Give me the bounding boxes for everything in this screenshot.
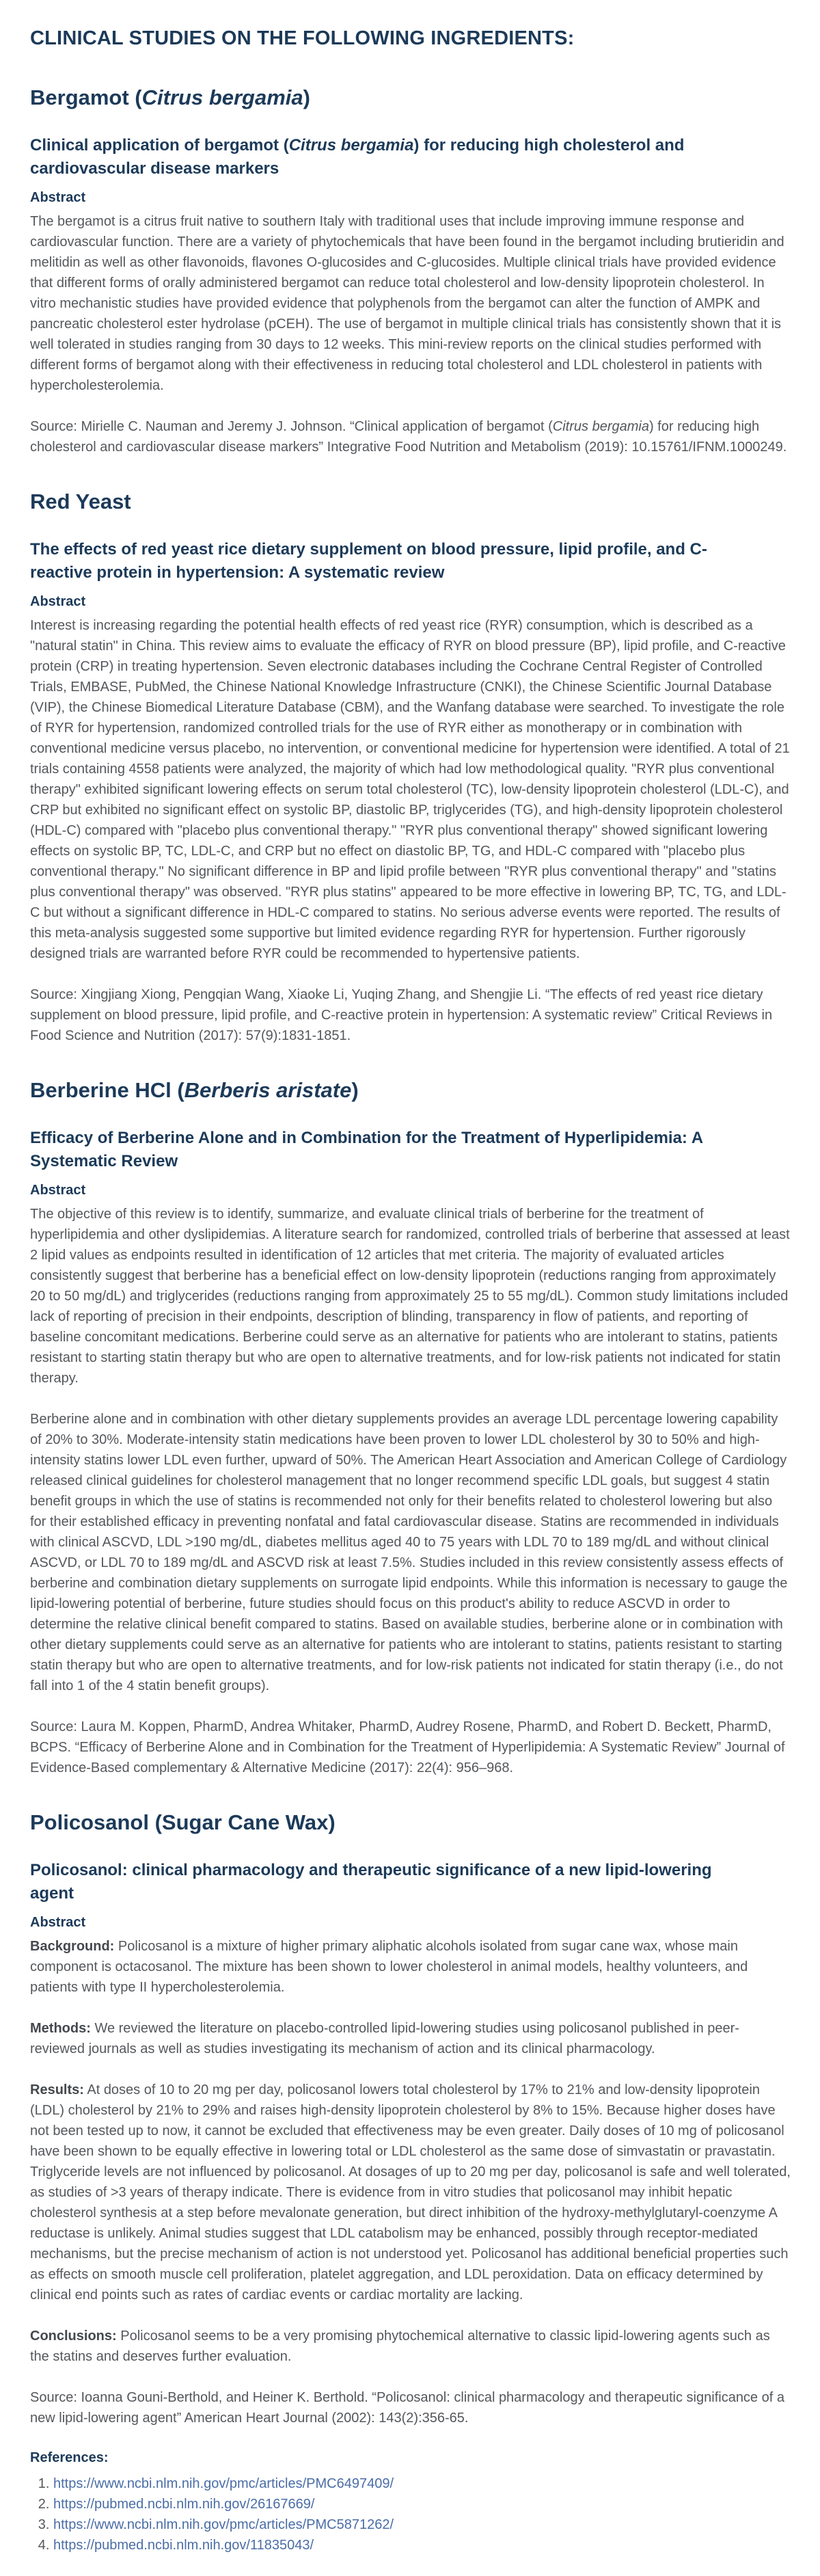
reference-item-4 xyxy=(53,2535,791,2555)
reference-item-3 xyxy=(53,2514,791,2535)
bergamot-abstract-paragraph: The bergamot is a citrus fruit native to southern Italy with traditional uses that include improving immune response and cardiovascular function. There are a variety of phytochemicals that have been found in the bergamot including brutieridin and melitidin as well as other flavonoids, flavones O-glucosides and C-glucosides. Multiple clinical trials have provided evidence that different forms of orally administered bergamot can reduce total cholesterol and low-density lipoprotein cholesterol. In vitro mechanistic studies have provided evidence that polyphenols from the bergamot can alter the function of AMPK and pancreatic cholesterol ester hydrolase (pCEH). The use of bergamot in multiple clinical trials has consistently shown that it is well tolerated in studies ranging from 30 days to 12 weeks. This mini-review reports on the clinical studies performed with different forms of bergamot along with their effectiveness in reducing total cholesterol and LDL cholesterol in patients with hypercholesterolemia. xyxy=(30,214,784,393)
berberine-abstract-paragraph-2: Berberine alone and in combination with other dietary supplements provides an average LDL percentage lowering capability of 20% to 30%. Moderate-intensity statin medications have been proven to lower LDL cholesterol by 30 to 50% and high-intensity statins lower LDL even further, upward of 50%. The American Heart Association and American College of Cardiology released clinical guidelines for cholesterol management that no longer recommend specific LDL goals, but suggest 4 statin benefit groups in which the use of statins is recommended not only for their benefits related to cholesterol lowering but also for their established efficacy in preventing nonfatal and fatal cardiovascular disease. Statins are recommended in individuals with clinical ASCVD, LDL >190 mg/dL, diabetes mellitus aged 40 to 75 years with LDL 70 to 189 mg/dL and without clinical ASCVD, or LDL 70 to 189 mg/dL and ASCVD risk at least 7.5%. Studies included in this review consistently assess effects of berberine and combination dietary supplements on surrogate lipid endpoints. While this information is necessary to gauge the lipid-lowering potential of berberine, future studies should focus on this product's ability to reduce ASCVD in order to determine the relative clinical benefit compared to statins. Based on available studies, berberine alone or in combination with other dietary supplements could serve as an alternative for patients who are intolerant to statins, patients resistant to starting statin therapy but who are open to alternative treatments, and for low-risk patients not indicated for statin therapy (i.e., do not fall into 1 of the 4 statin benefit groups). xyxy=(30,1412,788,1693)
berberine-heading-latin: Berberis aristate xyxy=(184,1078,352,1102)
berberine-abstract-label: Abstract xyxy=(30,1183,86,1198)
policosanol-abstract-label: Abstract xyxy=(30,1915,86,1930)
berberine-source-citation: Source: Laura M. Koppen, PharmD, Andrea Whitaker, PharmD, Audrey Rosene, PharmD, and Robert D. Beckett, PharmD, BCPS. “Efficacy of Berberine Alone and in Combination for the Treatment of Hyperlipidemia: A Systematic Review” Journal of Evidence-Based complementary & Alternative Medicine (2017): 22(4): 956–968. xyxy=(30,1719,785,1775)
bergamot-source-latin: Citrus bergamia xyxy=(552,419,649,434)
references-block xyxy=(30,2449,791,2555)
page-title: CLINICAL STUDIES ON THE FOLLOWING INGREDIENTS: xyxy=(30,27,575,49)
reference-link-3[interactable]: https://www.ncbi.nlm.nih.gov/pmc/articles/PMC5871262/ xyxy=(53,2517,394,2532)
bergamot-study-title: Clinical application of bergamot (Citrus bergamia) for reducing high cholesterol and cardiovascular disease markers xyxy=(30,136,685,178)
policosanol-source-citation: Source: Ioanna Gouni-Berthold, and Heiner K. Berthold. “Policosanol: clinical pharmacology and therapeutic significance of a new lipid-lowering agent” American Heart Journal (2002): 143(2):356-65. xyxy=(30,2390,784,2426)
references-label: References: xyxy=(30,2450,109,2465)
red-yeast-source-citation: Source: Xingjiang Xiong, Pengqian Wang, Xiaoke Li, Yuqing Zhang, and Shengjie Li. “The effects of red yeast rice dietary supplement on blood pressure, lipid profile, and C-reactive protein in hypertension: A systematic review” Critical Reviews in Food Science and Nutrition (2017): 57(9):1831-1851. xyxy=(30,987,773,1043)
results-label: Results: xyxy=(30,2082,84,2097)
berberine-study-title: Efficacy of Berberine Alone and in Combination for the Treatment of Hyperlipidemia: A Systematic Review xyxy=(30,1129,703,1170)
section-policosanol xyxy=(30,1810,791,2428)
berberine-heading: Berberine HCl (Berberis aristate) xyxy=(30,1078,359,1102)
reference-link-2[interactable]: https://pubmed.ncbi.nlm.nih.gov/26167669/ xyxy=(53,2497,315,2512)
bergamot-source-citation: Source: Mirielle C. Nauman and Jeremy J. Johnson. “Clinical application of bergamot (Citrus bergamia) for reducing high cholesterol and cardiovascular disease markers” Integrative Food Nutrition and Metabolism (2019): 10.15761/IFNM.1000249. xyxy=(30,419,787,455)
red-yeast-abstract-label: Abstract xyxy=(30,594,86,609)
reference-item-2 xyxy=(53,2494,791,2514)
references-list xyxy=(30,2473,791,2555)
red-yeast-study-title: The effects of red yeast rice dietary supplement on blood pressure, lipid profile, and C-reactive protein in hypertension: A systematic review xyxy=(30,540,707,582)
reference-link-4[interactable]: https://pubmed.ncbi.nlm.nih.gov/11835043/ xyxy=(53,2538,314,2553)
background-label: Background: xyxy=(30,1939,115,1954)
policosanol-results-paragraph: Results: At doses of 10 to 20 mg per day, policosanol lowers total cholesterol by 17% to 21% and low-density lipoprotein (LDL) cholesterol by 21% to 29% and raises high-density lipoprotein cholesterol by 8% to 15%. Because higher doses have not been tested up to now, it cannot be excluded that effectiveness may be even greater. Daily doses of 10 mg of policosanol have been shown to be equally effective in lowering total or LDL cholesterol as the same dose of simvastatin or pravastatin. Triglyceride levels are not influenced by policosanol. At dosages of up to 20 mg per day, policosanol is safe and well tolerated, as studies of >3 years of therapy indicate. There is evidence from in vitro studies that policosanol may inhibit hepatic cholesterol synthesis at a step before mevalonate generation, but direct inhibition of the hydroxy-methylglutaryl-coenzyme A reductase is unlikely. Animal studies suggest that LDL catabolism may be enhanced, possibly through receptor-mediated mechanisms, but the precise mechanism of action is not understood yet. Policosanol has additional beneficial properties such as effects on smooth muscle cell proliferation, platelet aggregation, and LDL peroxidation. Data on efficacy determined by clinical end points such as rates of cardiac events or cardiac mortality are lacking. xyxy=(30,2082,791,2303)
section-berberine xyxy=(30,1077,791,1778)
policosanol-conclusions-paragraph: Conclusions: Policosanol seems to be a very promising phytochemical alternative to classic lipid-lowering agents such as the statins and deserves further evaluation. xyxy=(30,2329,770,2364)
bergamot-heading xyxy=(30,85,791,111)
section-bergamot xyxy=(30,85,791,457)
policosanol-methods-paragraph: Methods: We reviewed the literature on placebo-controlled lipid-lowering studies using policosanol published in peer-reviewed journals as well as studies investigating its mechanism of action and its clinical pharmacology. xyxy=(30,2021,739,2056)
section-red-yeast xyxy=(30,489,791,1046)
methods-label: Methods: xyxy=(30,2021,91,2036)
red-yeast-heading: Red Yeast xyxy=(30,489,131,513)
policosanol-study-title: Policosanol: clinical pharmacology and therapeutic significance of a new lipid-lowering agent xyxy=(30,1861,712,1903)
policosanol-heading: Policosanol (Sugar Cane Wax) xyxy=(30,1810,336,1834)
reference-item-1 xyxy=(53,2473,791,2494)
policosanol-background-paragraph: Background: Policosanol is a mixture of higher primary aliphatic alcohols isolated from sugar cane wax, whose main component is octacosanol. The mixture has been shown to lower cholesterol in animal models, healthy volunteers, and patients with type II hypercholesterolemia. xyxy=(30,1939,748,1995)
bergamot-abstract-label: Abstract xyxy=(30,190,86,205)
red-yeast-abstract-paragraph: Interest is increasing regarding the potential health effects of red yeast rice (RYR) consumption, which is described as a "natural statin" in China. This review aims to evaluate the efficacy of RYR on blood pressure (BP), lipid profile, and C-reactive protein (CRP) in treating hypertension. Seven electronic databases including the Cochrane Central Register of Controlled Trials, EMBASE, PubMed, the Chinese National Knowledge Infrastructure (CNKI), the Chinese Scientific Journal Database (VIP), the Chinese Biomedical Literature Database (CBM), and the Wanfang database were searched. To investigate the role of RYR for hypertension, randomized controlled trials for the use of RYR either as monotherapy or in combination with conventional medicine versus placebo, no intervention, or conventional medicine for hypertension were identified. A total of 21 trials containing 4558 patients were analyzed, the majority of which had low methodological quality. "RYR plus conventional therapy" exhibited significant lowering effects on serum total cholesterol (TC), low-density lipoprotein cholesterol (LDL-C), and CRP but exhibited no significant effect on systolic BP, diastolic BP, triglycerides (TG), and high-density lipoprotein cholesterol (HDL-C) compared with "placebo plus conventional therapy." "RYR plus conventional therapy" showed significant lowering effects on systolic BP, TC, LDL-C, and CRP but no effect on diastolic BP, TG, and HDL-C compared with "placebo plus conventional therapy." No significant difference in BP and lipid profile between "RYR plus conventional therapy" and "statins plus conventional therapy" was observed. "RYR plus statins" appeared to be more effective in lowering BP, TC, TG, and LDL-C but without a significant difference in HDL-C compared to statins. No serious adverse events were reported. The results of this meta-analysis suggested some supportive but limited evidence regarding RYR for hypertension. Further rigorously designed trials are warranted before RYR could be recommended to hypertensive patients. xyxy=(30,618,790,961)
bergamot-study-title-latin: Citrus bergamia xyxy=(288,136,414,155)
bergamot-heading-latin: Citrus bergamia xyxy=(141,85,303,109)
conclusions-label: Conclusions: xyxy=(30,2329,117,2344)
bergamot-heading-pre: Bergamot ( xyxy=(30,85,142,109)
bergamot-heading-post: ) xyxy=(303,85,310,109)
berberine-abstract-paragraph-1: The objective of this review is to identify, summarize, and evaluate clinical trials of berberine for the treatment of hyperlipidemia and other dyslipidemias. A literature search for randomized, controlled trials of berberine that assessed at least 2 lipid values as endpoints resulted in identification of 12 articles that met criteria. The majority of evaluated articles consistently suggest that berberine has a beneficial effect on low-density lipoprotein (reductions ranging from approximately 20 to 50 mg/dL) and triglycerides (reductions ranging from approximately 25 to 55 mg/dL). Common study limitations included lack of reporting of precision in their endpoints, description of blinding, transparency in flow of patients, and reporting of baseline concomitant medications. Berberine could serve as an alternative for patients who are intolerant to statins, patients resistant to starting statin therapy but who are open to alternative treatments, and for low-risk patients not indicated for statin therapy. xyxy=(30,1207,790,1386)
reference-link-1[interactable]: https://www.ncbi.nlm.nih.gov/pmc/articles/PMC6497409/ xyxy=(53,2476,394,2491)
